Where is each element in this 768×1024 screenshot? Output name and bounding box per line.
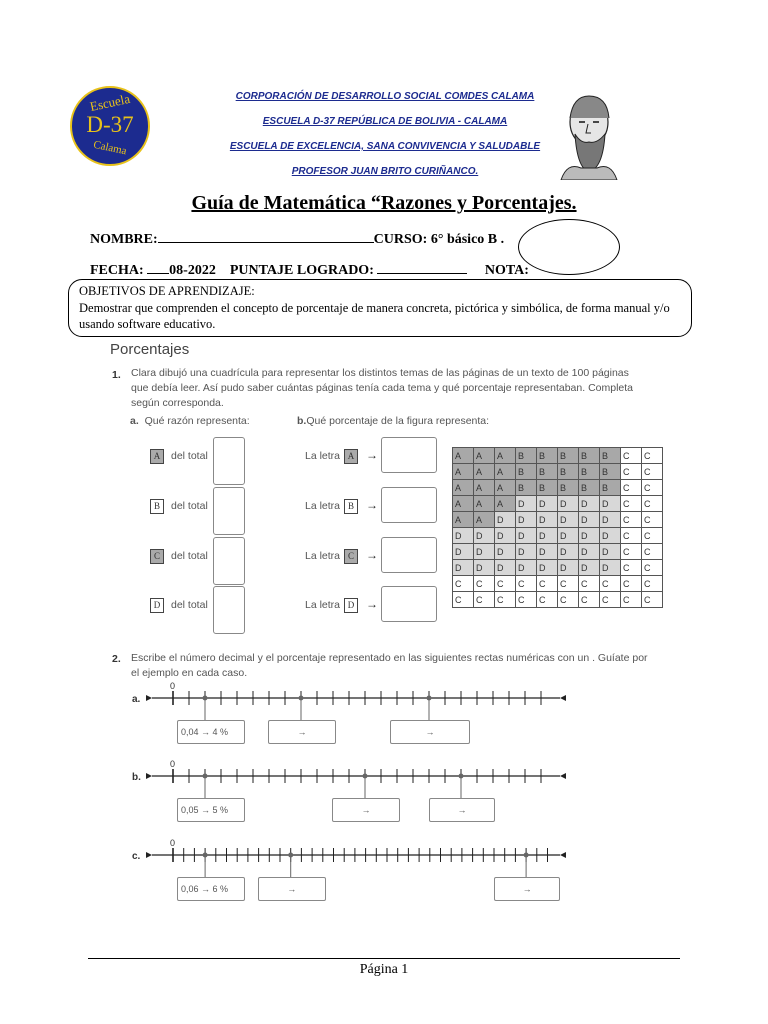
example-box: 0,06 → 6 % — [177, 877, 245, 901]
letter-chip: D — [344, 598, 358, 613]
grid-cell: B — [579, 480, 600, 496]
grid-cell: D — [516, 512, 537, 528]
grid-cell: C — [516, 576, 537, 592]
grid-cell: C — [600, 592, 621, 608]
grid-cell: C — [642, 576, 663, 592]
grid-cell: D — [558, 544, 579, 560]
arrowhead — [146, 773, 152, 779]
number-line-label: a. — [132, 694, 141, 705]
grid-cell: D — [579, 544, 600, 560]
grid-cell: D — [579, 528, 600, 544]
objectives-text: Demostrar que comprenden el concepto de porcentaje de manera concreta, pictórica y simbólica, de forma manual y/o usando software educativo. — [79, 301, 670, 331]
grid-cell: C — [495, 576, 516, 592]
fecha-label: FECHA: — [90, 263, 144, 278]
grid-cell: C — [642, 464, 663, 480]
grid-cell: C — [516, 592, 537, 608]
puntaje-label: PUNTAJE LOGRADO: — [229, 263, 374, 278]
grid-cell: D — [453, 560, 474, 576]
qb-text: Qué porcentaje de la figura representa: — [306, 415, 490, 427]
grid-cell: D — [600, 496, 621, 512]
grid-cell: C — [579, 576, 600, 592]
grid-cell: B — [516, 464, 537, 480]
grid-cell: C — [495, 592, 516, 608]
answer-box[interactable]: → — [258, 877, 326, 901]
fecha-value: 08-2022 — [169, 263, 216, 278]
logo-text-main: D-37 — [86, 112, 134, 137]
grid-cell: C — [642, 560, 663, 576]
page-number: Página 1 — [359, 962, 409, 977]
grid-cell: D — [474, 544, 495, 560]
example-box: 0,04 → 4 % — [177, 720, 245, 744]
letter-chip: B — [150, 499, 164, 514]
grid-cell: A — [495, 480, 516, 496]
grid-cell: D — [579, 560, 600, 576]
letter-chip: B — [344, 499, 358, 514]
logo-text-top: Escuela — [88, 90, 132, 115]
answer-box[interactable]: → — [332, 798, 400, 822]
grid-cell: C — [642, 544, 663, 560]
grid-cell: A — [474, 464, 495, 480]
header-line-1: CORPORACIÓN DE DESARROLLO SOCIAL COMDES CALAMA — [235, 91, 535, 102]
grid-cell: A — [474, 496, 495, 512]
number-line-label: c. — [132, 851, 141, 862]
grid-cell: D — [579, 512, 600, 528]
section-title: Porcentajes — [110, 341, 190, 358]
grid-cell: C — [642, 512, 663, 528]
grid-cell: D — [537, 512, 558, 528]
q2-text: Escribe el número decimal y el porcentaje representado en las siguientes rectas numéricas con un . Guíate por el ejemplo en cada caso. — [131, 652, 648, 679]
grid-cell: D — [516, 544, 537, 560]
grid-cell: C — [621, 576, 642, 592]
grid-cell: B — [537, 464, 558, 480]
grid-cell: C — [474, 592, 495, 608]
grid-cell: D — [558, 496, 579, 512]
grid-cell: B — [537, 480, 558, 496]
del-total-label: del total — [171, 450, 208, 462]
header-line-2: ESCUELA D-37 REPÚBLICA DE BOLIVIA - CALAMA — [262, 116, 508, 127]
arrow-icon: → — [366, 548, 378, 562]
grid-cell: B — [558, 464, 579, 480]
letter-chip: A — [344, 449, 358, 464]
grid-cell: C — [621, 496, 642, 512]
grid-cell: C — [642, 592, 663, 608]
grid-cell: D — [600, 544, 621, 560]
la-letra-label: La letra — [305, 500, 341, 512]
grid-cell: B — [537, 448, 558, 464]
grid-cell: C — [453, 576, 474, 592]
number-line-label: b. — [132, 772, 141, 783]
grid-cell: A — [495, 464, 516, 480]
grid-cell: D — [516, 496, 537, 512]
grid-cell: D — [516, 560, 537, 576]
grid-cell: B — [558, 480, 579, 496]
grid-cell: B — [579, 464, 600, 480]
grid-cell: A — [495, 448, 516, 464]
grid-cell: A — [453, 448, 474, 464]
grid-cell: D — [537, 544, 558, 560]
footer-rule — [88, 958, 680, 959]
grid-cell: B — [516, 480, 537, 496]
qa-label: a. — [130, 415, 139, 427]
nombre-label: NOMBRE: — [90, 232, 158, 247]
grid-cell: D — [474, 560, 495, 576]
answer-box[interactable]: → — [390, 720, 470, 744]
nota-label: NOTA: — [484, 263, 529, 278]
arrowhead — [146, 852, 152, 858]
letter-chip: C — [150, 549, 164, 564]
grid-cell: D — [600, 512, 621, 528]
zero-label: 0 — [170, 681, 176, 691]
grid-cell: C — [642, 448, 663, 464]
grid-cell: D — [516, 528, 537, 544]
logo-text-bottom: Calama — [92, 138, 128, 158]
grid-cell: A — [453, 496, 474, 512]
grid-cell: C — [537, 576, 558, 592]
grid-cell: C — [621, 560, 642, 576]
grid-cell: C — [621, 512, 642, 528]
zero-label: 0 — [170, 838, 176, 848]
la-letra-label: La letra — [305, 599, 341, 611]
grid-cell: D — [453, 528, 474, 544]
grid-cell: A — [495, 496, 516, 512]
q1-text: Clara dibujó una cuadrícula para representar los distintos temas de las páginas de un texto de 100 páginas que debía leer. Así pudo saber cuántas páginas tenía cada tema y qué porcentaje representaban. Completa según corresponda. — [131, 367, 634, 409]
del-total-label: del total — [171, 500, 208, 512]
del-total-label: del total — [171, 550, 208, 562]
grid-cell: B — [558, 448, 579, 464]
objectives-heading: OBJETIVOS DE APRENDIZAJE: — [79, 284, 255, 298]
grid-cell: D — [495, 512, 516, 528]
grid-cell: B — [600, 480, 621, 496]
grid-cell: C — [621, 544, 642, 560]
grid-cell: C — [621, 528, 642, 544]
header-line-4: PROFESOR JUAN BRITO CURIÑANCO. — [291, 166, 479, 177]
grid-cell: C — [621, 480, 642, 496]
grid-cell: C — [642, 528, 663, 544]
arrowhead — [560, 852, 566, 858]
grid-cell: A — [453, 464, 474, 480]
grid-cell: C — [621, 592, 642, 608]
arrow-icon: → — [366, 597, 378, 611]
grid-cell: C — [558, 592, 579, 608]
la-letra-label: La letra — [305, 450, 341, 462]
grid-cell: D — [558, 560, 579, 576]
grid-cell: B — [579, 448, 600, 464]
grid-cell: C — [621, 464, 642, 480]
header-line-3: ESCUELA DE EXCELENCIA, SANA CONVIVENCIA Y SALUDABLE — [229, 141, 541, 152]
la-letra-label: La letra — [305, 550, 341, 562]
grid-cell: D — [600, 560, 621, 576]
arrowhead — [560, 695, 566, 701]
page-title: Guía de Matemática “Razones y Porcentajes. — [191, 192, 577, 214]
example-box: 0,05 → 5 % — [177, 798, 245, 822]
arrowhead — [146, 695, 152, 701]
arrowhead — [560, 773, 566, 779]
grid-cell: C — [642, 496, 663, 512]
grid-cell: D — [453, 544, 474, 560]
answer-box[interactable]: → — [429, 798, 495, 822]
grid-cell: D — [579, 496, 600, 512]
qa-text: Qué razón representa: — [144, 415, 250, 427]
curso-label: CURSO: 6° básico B . — [373, 232, 505, 247]
grid-cell: D — [558, 528, 579, 544]
grid-cell: C — [579, 592, 600, 608]
grid-cell: A — [453, 512, 474, 528]
grid-cell: D — [537, 528, 558, 544]
grid-cell: C — [600, 576, 621, 592]
grid-cell: A — [474, 512, 495, 528]
grid-cell: C — [621, 448, 642, 464]
letter-chip: C — [344, 549, 358, 564]
grid-cell: D — [537, 560, 558, 576]
grid-cell: A — [474, 448, 495, 464]
grid-cell: C — [453, 592, 474, 608]
grid-cell: B — [600, 448, 621, 464]
del-total-label: del total — [171, 599, 208, 611]
grid-cell: B — [600, 464, 621, 480]
grid-cell: D — [474, 528, 495, 544]
grid-cell: A — [453, 480, 474, 496]
grid-cell: A — [474, 480, 495, 496]
q1-number: 1. — [112, 369, 121, 381]
grid-cell: C — [474, 576, 495, 592]
arrow-icon: → — [366, 448, 378, 462]
q2-number: 2. — [112, 653, 121, 665]
grid-cell: C — [558, 576, 579, 592]
grid-cell: D — [600, 528, 621, 544]
grid-cell: D — [495, 544, 516, 560]
arrow-icon: → — [366, 498, 378, 512]
answer-box[interactable]: → — [268, 720, 336, 744]
zero-label: 0 — [170, 759, 176, 769]
grid-cell: D — [495, 528, 516, 544]
letter-chip: D — [150, 598, 164, 613]
grid-cell: D — [537, 496, 558, 512]
grid-cell: C — [642, 480, 663, 496]
qb-label: b. — [297, 415, 307, 427]
grid-cell: C — [537, 592, 558, 608]
grid-cell: D — [495, 560, 516, 576]
answer-box[interactable]: → — [494, 877, 560, 901]
grid-cell: D — [558, 512, 579, 528]
grid-cell: B — [516, 448, 537, 464]
letter-chip: A — [150, 449, 164, 464]
